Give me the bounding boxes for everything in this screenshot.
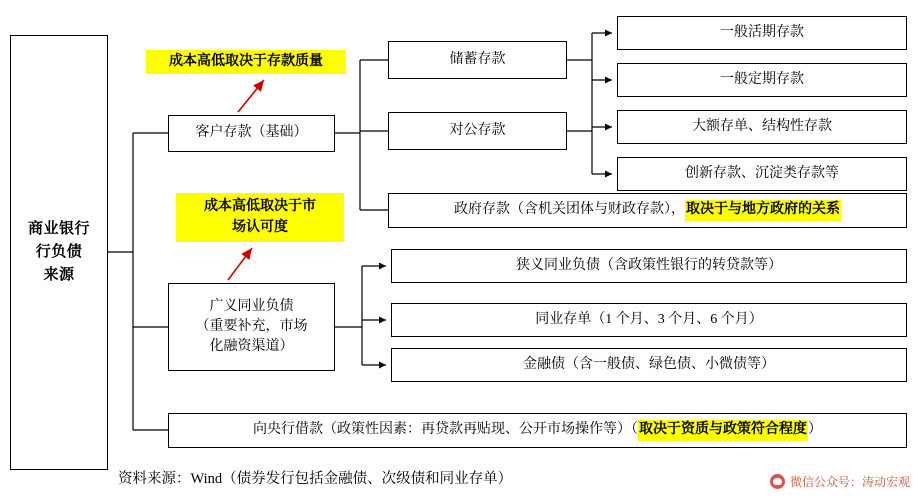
node-interbank-label-line-3: 化融资渠道）	[209, 339, 294, 355]
node-financial-bond[interactable]	[391, 348, 907, 382]
callout-market-recognition-line-1: 成本高低取决于市	[204, 199, 316, 215]
node-government-deposit-label: 政府存款（含机关团体与财政存款），	[454, 202, 685, 218]
node-corporate-deposit[interactable]	[388, 112, 567, 150]
node-narrow-interbank-liability[interactable]	[391, 249, 907, 283]
node-corporate-deposit-label: 对公存款	[449, 122, 506, 138]
callout-deposit-quality-text: 成本高低取决于存款质量	[169, 53, 323, 69]
node-central-bank-borrowing-highlight: 取决于资质与政策符合程度	[638, 420, 808, 440]
node-central-bank-borrowing-tail: ）	[808, 422, 822, 438]
node-demand-deposit[interactable]	[617, 16, 907, 50]
node-broad-interbank-liability[interactable]	[168, 283, 335, 371]
watermark-text: 微信公众号：涛动宏观	[789, 475, 910, 489]
node-central-bank-borrowing[interactable]	[168, 413, 907, 448]
node-financial-bond-label: 金融债（含一般债、绿色债、小微债等）	[523, 356, 775, 372]
wechat-logo-icon	[770, 474, 785, 489]
callout-market-recognition	[176, 193, 344, 242]
root-label-line-3: 来源	[43, 267, 75, 284]
node-government-deposit-highlight: 取决于与地方政府的关系	[685, 200, 841, 220]
node-savings-deposit-label: 储蓄存款	[449, 51, 506, 67]
node-time-deposit[interactable]	[617, 63, 907, 97]
watermark	[770, 473, 910, 490]
node-time-deposit-label: 一般定期存款	[720, 71, 804, 87]
node-interbank-cd[interactable]	[391, 303, 907, 337]
root-label-line-1: 商业银行	[27, 220, 90, 237]
node-innovative-deposit[interactable]	[617, 157, 907, 191]
node-interbank-label-line-1: 广义同业负债	[209, 298, 294, 314]
root-node-bank-liability-sources[interactable]	[10, 35, 108, 470]
node-large-cd-structured-deposit-label: 大额存单、结构性存款	[692, 118, 832, 134]
callout-market-recognition-line-2: 场认可度	[232, 219, 288, 235]
source-note: 资料来源：Wind（债券发行包括金融债、次级债和同业存单）	[118, 471, 513, 487]
node-narrow-interbank-liability-label: 狭义同业负债（含政策性银行的转贷款等）	[516, 257, 782, 273]
node-large-cd-structured-deposit[interactable]	[617, 110, 907, 144]
node-customer-deposit-label: 客户存款（基础）	[195, 125, 308, 141]
node-government-deposit[interactable]	[388, 193, 907, 228]
node-interbank-cd-label: 同业存单（1 个月、3 个月、6 个月）	[535, 311, 763, 327]
root-label-line-2: 行负债	[35, 243, 83, 260]
callout-deposit-quality	[146, 50, 346, 74]
node-savings-deposit[interactable]	[388, 41, 567, 79]
node-innovative-deposit-label: 创新存款、沉淀类存款等	[685, 165, 839, 181]
node-demand-deposit-label: 一般活期存款	[720, 24, 804, 40]
node-central-bank-borrowing-label: 向央行借款（政策性因素：再贷款再贴现、公开市场操作等）（	[253, 422, 638, 438]
node-interbank-label-line-2: （重要补充，市场	[195, 318, 308, 334]
node-customer-deposit[interactable]	[168, 115, 335, 152]
